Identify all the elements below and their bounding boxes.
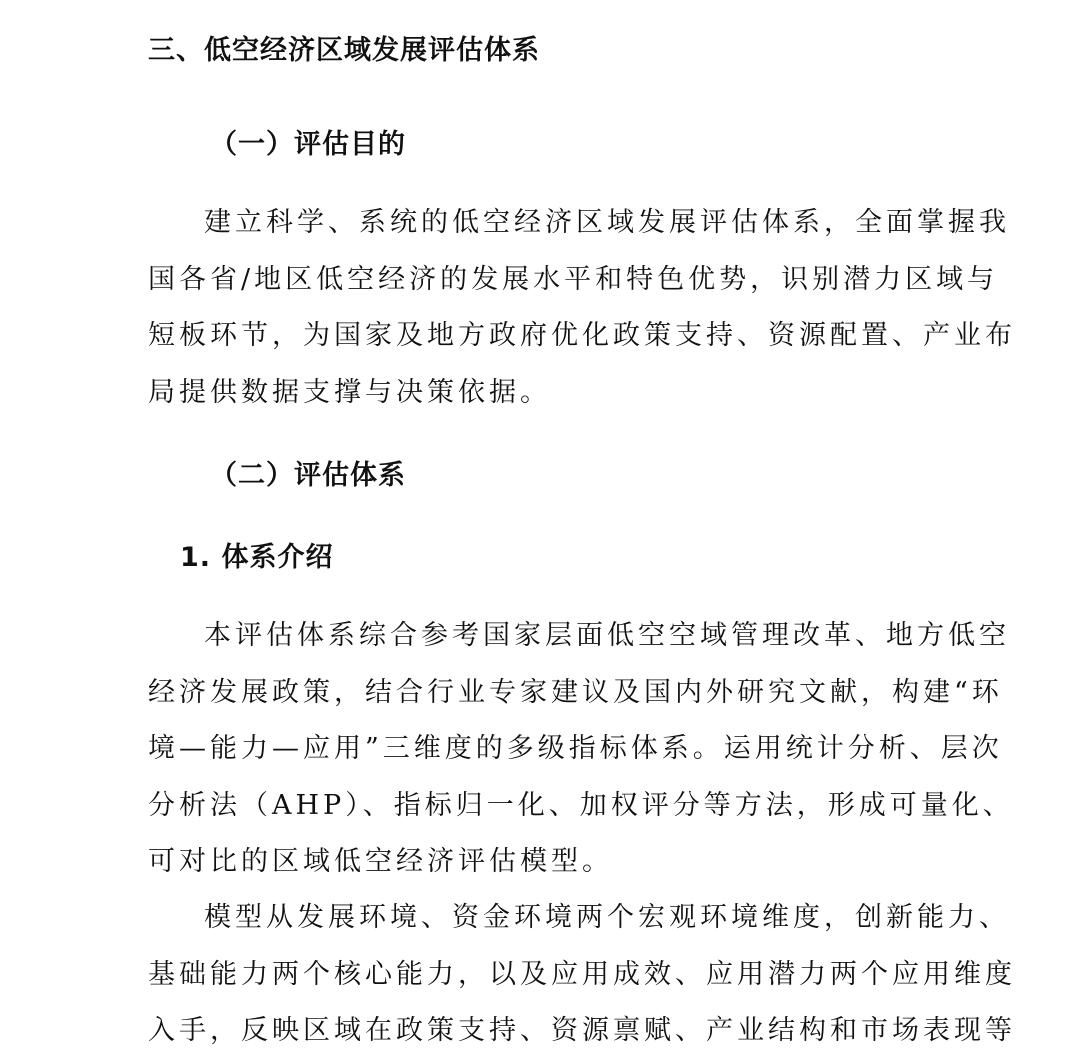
paragraph-line: 短板环节，为国家及地方政府优化政策支持、资源配置、产业布 [148,320,1016,351]
subsection-heading-system: （二）评估体系 [210,460,406,491]
paragraph-line: 基础能力两个核心能力，以及应用成效、应用潜力两个应用维度 [148,958,1016,990]
paragraph-purpose [148,195,1016,421]
paragraph-line: 境—能力—应用”三维度的多级指标体系。运用统计分析、层次 [148,733,1003,764]
subsection-heading-purpose: （一）评估目的 [210,129,406,160]
paragraph-model-dimensions [148,890,1016,1060]
paragraph-line: 经济发展政策，结合行业专家建议及国内外研究文献，构建“环 [148,676,1003,708]
paragraph-line: 入手，反映区域在政策支持、资源禀赋、产业结构和市场表现等 [148,1015,1016,1046]
paragraph-line: 分析法（AHP）、指标归一化、加权评分等方法，形成可量化、 [148,789,1014,821]
section-title: 三、低空经济区域发展评估体系 [148,35,540,66]
paragraph-line: 可对比的区域低空经济评估模型。 [148,846,613,877]
paragraph-line: 国各省/地区低空经济的发展水平和特色优势，识别潜力区域与 [148,263,999,295]
paragraph-line: 模型从发展环境、资金环境两个宏观环境维度，创新能力、 [204,902,1010,933]
paragraph-system-intro [148,608,1014,891]
paragraph-line: 局提供数据支撑与决策依据。 [148,376,551,408]
item-heading-system-intro: 1. 体系介绍 [180,542,334,573]
paragraph-line: 建立科学、系统的低空经济区域发展评估体系，全面掌握我 [204,207,1010,238]
paragraph-line: 本评估体系综合参考国家层面低空空域管理改革、地方低空 [204,620,1010,651]
